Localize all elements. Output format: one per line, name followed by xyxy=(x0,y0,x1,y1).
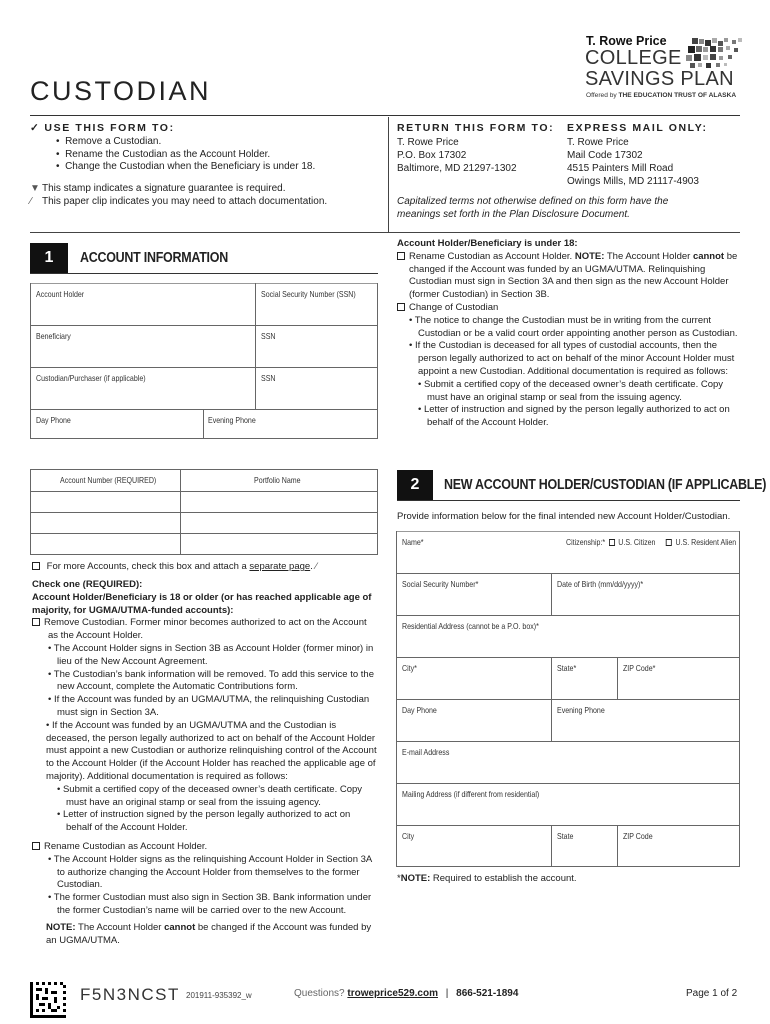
logo-mosaic xyxy=(686,38,744,68)
required-note: *NOTE: Required to establish the account. xyxy=(397,873,577,884)
table-line xyxy=(30,469,31,555)
new-ssn-field[interactable]: Social Security Number* xyxy=(402,580,479,589)
list-item: • Letter of instruction and signed by the person legally authorized to act on behalf of the Account Holder. xyxy=(418,404,730,429)
change-custodian-checkbox[interactable] xyxy=(397,303,405,311)
age18-block xyxy=(32,579,377,947)
section2-title: NEW ACCOUNT HOLDER/CUSTODIAN (IF APPLICABLE) xyxy=(444,477,767,493)
remove-bullets xyxy=(32,643,377,835)
ugma-note: NOTE: The Account Holder cannot be changed if the Account was funded by an UGMA/UTMA. xyxy=(46,921,372,946)
portfolio-name-cell[interactable] xyxy=(181,492,376,512)
grid-line xyxy=(551,825,552,867)
grid-line xyxy=(617,657,618,699)
grid-line xyxy=(396,531,740,532)
return-heading: RETURN THIS FORM TO: xyxy=(397,122,555,134)
logo xyxy=(585,34,745,106)
doc-id: 201911-935392_w xyxy=(186,991,252,1000)
grid-line xyxy=(396,741,740,742)
website-link[interactable]: troweprice529.com xyxy=(347,988,438,999)
us-citizen-checkbox[interactable] xyxy=(609,539,615,546)
grid-line xyxy=(551,573,552,615)
list-item: • The notice to change the Custodian must be in writing from the current Custodian or be a valid court order appointing another person as Custodian. xyxy=(409,314,738,339)
account-number-cell[interactable] xyxy=(31,492,179,512)
under18-block xyxy=(397,238,742,430)
rename-under18-option: Rename Custodian as Account Holder. NOTE: The Account Holder cannot be changed if the Account was funded by an UGMA/UTMA. Relinquishing Custodian must sign in Section 3A and then sign as the new Account Holder (former Custodian) in Section 3B. xyxy=(397,251,742,302)
zip-required-field[interactable]: ZIP Code* xyxy=(623,664,656,673)
new-evening-phone-field[interactable]: Evening Phone xyxy=(557,706,605,715)
city-field[interactable]: City xyxy=(402,832,415,841)
grid-col-line xyxy=(377,283,378,439)
state-field[interactable]: State xyxy=(557,832,574,841)
paperclip-icon: ∕ xyxy=(315,561,318,572)
barcode xyxy=(30,982,66,1018)
return-block xyxy=(397,122,567,175)
city-required-field[interactable]: City* xyxy=(402,664,417,673)
list-item: • Remove a Custodian. xyxy=(56,136,162,147)
questions-line: Questions? troweprice529.com | 866-521-1894 xyxy=(294,988,519,999)
use-form-block xyxy=(30,122,375,208)
rename-custodian-checkbox[interactable] xyxy=(32,842,40,850)
express-address: T. Rowe Price Mail Code 17302 4515 Painters Mill Road Owings Mills, MD 21117-4903 xyxy=(567,137,699,187)
table-line xyxy=(30,533,378,534)
residential-address-field[interactable]: Residential Address (cannot be a P.O. box)* xyxy=(402,622,539,631)
grid-line xyxy=(396,531,397,867)
return-address: T. Rowe Price P.O. Box 17302 Baltimore, MD 21297-1302 xyxy=(397,137,517,174)
paperclip-icon: ∕ xyxy=(30,195,32,207)
new-name-field[interactable]: Name* xyxy=(402,538,424,547)
header-bottom-rule xyxy=(30,232,740,233)
citizenship-label: Citizenship:* U.S. Citizen U.S. Resident Alien xyxy=(566,538,737,547)
change-bullets xyxy=(397,315,742,430)
list-item: • If the Custodian is deceased for all types of custodial accounts, then the person legally authorized to act on behalf of the minor Account Holder must appoint a new Custodian. Additional documentation is required as follows: xyxy=(409,340,735,377)
remove-custodian-option: Remove Custodian. Former minor becomes authorized to act on the Account as the Account Holder. xyxy=(32,617,377,643)
use-form-list xyxy=(30,136,375,174)
grid-line xyxy=(551,657,552,741)
rename-custodian-option: Rename Custodian as Account Holder. xyxy=(32,841,377,854)
legend-clip: ∕ This paper clip indicates you may need to attach documentation. xyxy=(30,195,328,207)
table-line xyxy=(30,512,378,513)
grid-row-line xyxy=(30,409,378,410)
more-accounts-line: For more Accounts, check this box and attach a separate page. ∕ xyxy=(32,561,377,574)
account-info-grid xyxy=(30,283,378,439)
page-title: CUSTODIAN xyxy=(30,76,212,106)
more-accounts-checkbox[interactable] xyxy=(32,562,40,570)
grid-row-line xyxy=(30,438,378,439)
section1-number: 1 xyxy=(30,243,68,273)
change-custodian-option: Change of Custodian xyxy=(397,302,742,315)
dob-field[interactable]: Date of Birth (mm/dd/yyyy)* xyxy=(557,580,644,589)
grid-row-line xyxy=(30,367,378,368)
section1-title: ACCOUNT INFORMATION xyxy=(80,250,228,266)
list-item: • Rename the Custodian as the Account Holder. xyxy=(56,148,271,160)
list-item: • The Account Holder signs as the relinquishing Account Holder in Section 3A to authorize changing the Account Holder from themselves to the former Custodian. xyxy=(48,853,372,891)
account-holder-field[interactable]: Account Holder xyxy=(36,290,85,299)
stamp-icon: ▼ xyxy=(30,182,40,194)
list-item: • The Custodian’s bank information will be removed. To add this service to the new Account, complete the Automatic Contributions form. xyxy=(48,668,374,693)
beneficiary-field[interactable]: Beneficiary xyxy=(36,332,71,341)
table-line xyxy=(30,469,378,470)
new-day-phone-field[interactable]: Day Phone xyxy=(402,706,437,715)
list-item: • Change the Custodian when the Beneficiary is under 18. xyxy=(56,161,316,172)
checkmark-icon: ✓ xyxy=(30,122,41,134)
separate-page-link[interactable]: separate page xyxy=(249,561,311,572)
evening-phone-field[interactable]: Evening Phone xyxy=(208,416,256,425)
grid-top-dotted xyxy=(30,283,378,284)
section2-number: 2 xyxy=(397,470,433,500)
rename-under18-checkbox[interactable] xyxy=(397,252,405,260)
us-resident-checkbox[interactable] xyxy=(666,539,672,546)
state-required-field[interactable]: State* xyxy=(557,664,577,673)
under18-heading: Account Holder/Beneficiary is under 18: xyxy=(397,238,578,249)
grid-line xyxy=(396,657,740,658)
grid-line xyxy=(396,573,740,574)
grid-line xyxy=(396,615,740,616)
grid-line xyxy=(396,825,740,826)
account-holder-ssn-field[interactable]: Social Security Number (SSN) xyxy=(261,290,356,299)
portfolio-name-header: Portfolio Name xyxy=(254,476,301,485)
beneficiary-ssn-field[interactable]: SSN xyxy=(261,332,276,341)
title-rule xyxy=(30,115,740,116)
email-field[interactable]: E-mail Address xyxy=(402,748,450,757)
logo-offered-by: Offered by THE EDUCATION TRUST OF ALASKA xyxy=(586,92,737,99)
table-line xyxy=(377,469,378,555)
logo-college: COLLEGE xyxy=(585,47,682,69)
page-number: Page 1 of 2 xyxy=(686,988,738,999)
grid-col-line xyxy=(203,409,204,439)
express-heading: EXPRESS MAIL ONLY: xyxy=(567,122,708,134)
table-line xyxy=(30,554,378,555)
section2-intro: Provide information below for the final intended new Account Holder/Custodian. xyxy=(397,511,731,522)
grid-line xyxy=(617,825,618,867)
list-item: • The former Custodian must also sign in Section 3B. Bank information under the former Custodian’s name will be carried over to the new Account. xyxy=(48,892,372,916)
legend-stamp: ▼ This stamp indicates a signature guarantee is required. xyxy=(30,182,286,194)
age18-heading: Account Holder/Beneficiary is 18 or older (or has reached applicable age of majority, for UGMA/UTMA-funded accounts): xyxy=(32,591,372,616)
logo-savings-plan: SAVINGS PLAN xyxy=(585,68,734,90)
grid-line xyxy=(396,699,740,700)
list-item: • The Account Holder signs in Section 3B as Account Holder (former minor) in lieu of the New Account Agreement. xyxy=(48,642,374,667)
remove-custodian-checkbox[interactable] xyxy=(32,618,40,626)
grid-line xyxy=(396,866,740,867)
phone-number: 866-521-1894 xyxy=(456,988,519,999)
day-phone-field[interactable]: Day Phone xyxy=(36,416,71,425)
list-item: • If the Account was funded by an UGMA/UTMA and the Custodian is deceased, the person legally authorized to act on behalf of the Account Holder must appoint a new Custodian or authorize relinquishing control of the Account to the Account Holder (if the Account Holder has reached the applicable age of majority). Additional documentation is required as follows: xyxy=(46,719,377,782)
header-divider xyxy=(388,117,389,233)
express-block xyxy=(567,122,742,188)
table-line xyxy=(180,469,181,555)
capitalized-terms-note: Capitalized terms not otherwise defined on this form have the meanings set forth in the Plan Disclosure Document. xyxy=(397,196,669,220)
grid-col-line xyxy=(30,283,31,439)
list-item: • Submit a certified copy of the deceased owner’s death certificate. Copy must have an original stamp or seal from the issuing agency. xyxy=(418,378,724,403)
use-form-heading: ✓ USE THIS FORM TO: xyxy=(30,122,175,134)
grid-col-line xyxy=(255,283,256,409)
mailing-address-field[interactable]: Mailing Address (if different from residential) xyxy=(402,790,540,799)
section2-title-rule xyxy=(397,500,740,501)
section1-title-rule xyxy=(30,273,378,274)
new-holder-grid xyxy=(396,531,740,867)
grid-line xyxy=(396,783,740,784)
form-code: F5N3NCST xyxy=(80,985,180,1004)
custodian-ssn-field[interactable]: SSN xyxy=(261,374,276,383)
custodian-field[interactable]: Custodian/Purchaser (if applicable) xyxy=(36,374,146,383)
zip-field[interactable]: ZIP Code xyxy=(623,832,653,841)
list-item: • Submit a certified copy of the deceased owner’s death certificate. Copy must have an original stamp or seal from the issuing agency. xyxy=(57,783,363,808)
account-number-table xyxy=(30,469,378,555)
grid-row-line xyxy=(30,325,378,326)
rename-bullets xyxy=(32,854,377,918)
grid-line xyxy=(739,531,740,867)
list-item: • Letter of instruction signed by the person legally authorized to act on behalf of the Account Holder. xyxy=(57,809,351,834)
account-number-header: Account Number (REQUIRED) xyxy=(60,476,157,485)
list-item: • If the Account was funded by an UGMA/UTMA, the relinquishing Custodian must sign in Section 3A. xyxy=(48,694,370,718)
brand-name: T. Rowe Price xyxy=(586,34,667,48)
check-one-label: Check one (REQUIRED): xyxy=(32,579,143,590)
